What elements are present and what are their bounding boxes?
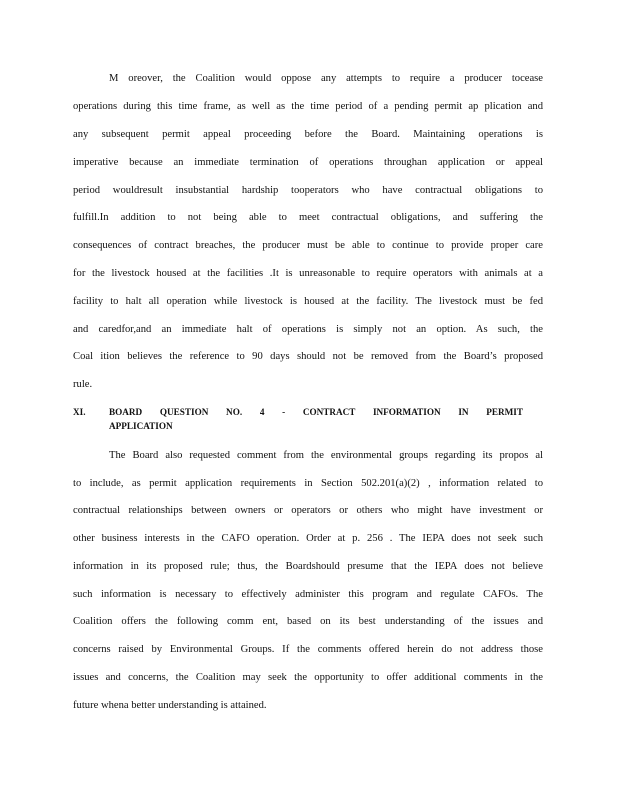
section-title-continued: APPLICATION	[109, 421, 173, 431]
section-number: XI.	[73, 407, 86, 417]
paragraph-1-line-2: operations during this time frame, as well as the time period of a pending permit ap plication and	[73, 101, 543, 112]
section-title: BOARD QUESTION NO. 4 - CONTRACT INFORMATION IN PERMIT	[109, 407, 523, 417]
paragraph-2-line-2: to include, as permit application requirements in Section 502.201(a)(2) , information related to	[73, 478, 543, 489]
paragraph-2-line-1: The Board also requested comment from the environmental groups regarding its propos al	[109, 450, 543, 461]
paragraph-2-line-10: future whena better understanding is attained.	[73, 700, 267, 711]
paragraph-2-line-8: concerns raised by Environmental Groups. If the comments offered herein do not address those	[73, 644, 543, 655]
paragraph-1-line-9: facility to halt all operation while livestock is housed at the facility. The livestock must be fed	[73, 296, 543, 307]
paragraph-2-line-7: Coalition offers the following comm ent, based on its best understanding of the issues and	[73, 616, 543, 627]
paragraph-1-line-6: fulfill.In addition to not being able to meet contractual obligations, and suffering the	[73, 212, 543, 223]
paragraph-1-line-5: period wouldresult insubstantial hardship tooperators who have contractual obligations to	[73, 185, 543, 196]
paragraph-2-line-5: information in its proposed rule; thus, the Boardshould presume that the IEPA does not believe	[73, 561, 543, 572]
paragraph-1-line-11: Coal ition believes the reference to 90 days should not be removed from the Board’s proposed	[73, 351, 543, 362]
paragraph-1-line-4: imperative because an immediate termination of operations throughan application or appeal	[73, 157, 543, 168]
paragraph-1-line-8: for the livestock housed at the facilities .It is unreasonable to require operators with animals at a	[73, 268, 543, 279]
paragraph-2-line-3: contractual relationships between owners or operators or others who might have investment or	[73, 505, 543, 516]
paragraph-2-line-6: such information is necessary to effectively administer this program and regulate CAFOs. The	[73, 589, 543, 600]
paragraph-1-line-10: and caredfor,and an immediate halt of operations is simply not an option. As such, the	[73, 324, 543, 335]
paragraph-2-line-9: issues and concerns, the Coalition may seek the opportunity to offer additional comments in the	[73, 672, 543, 683]
paragraph-1-line-7: consequences of contract breaches, the producer must be able to continue to provide proper care	[73, 240, 543, 251]
paragraph-1-line-12: rule.	[73, 379, 93, 390]
paragraph-2-line-4: other business interests in the CAFO operation. Order at p. 256 . The IEPA does not seek such	[73, 533, 543, 544]
paragraph-1-line-1: M oreover, the Coalition would oppose any attempts to require a producer tocease	[109, 73, 543, 84]
paragraph-1-line-3: any subsequent permit appeal proceeding before the Board. Maintaining operations is	[73, 129, 543, 140]
